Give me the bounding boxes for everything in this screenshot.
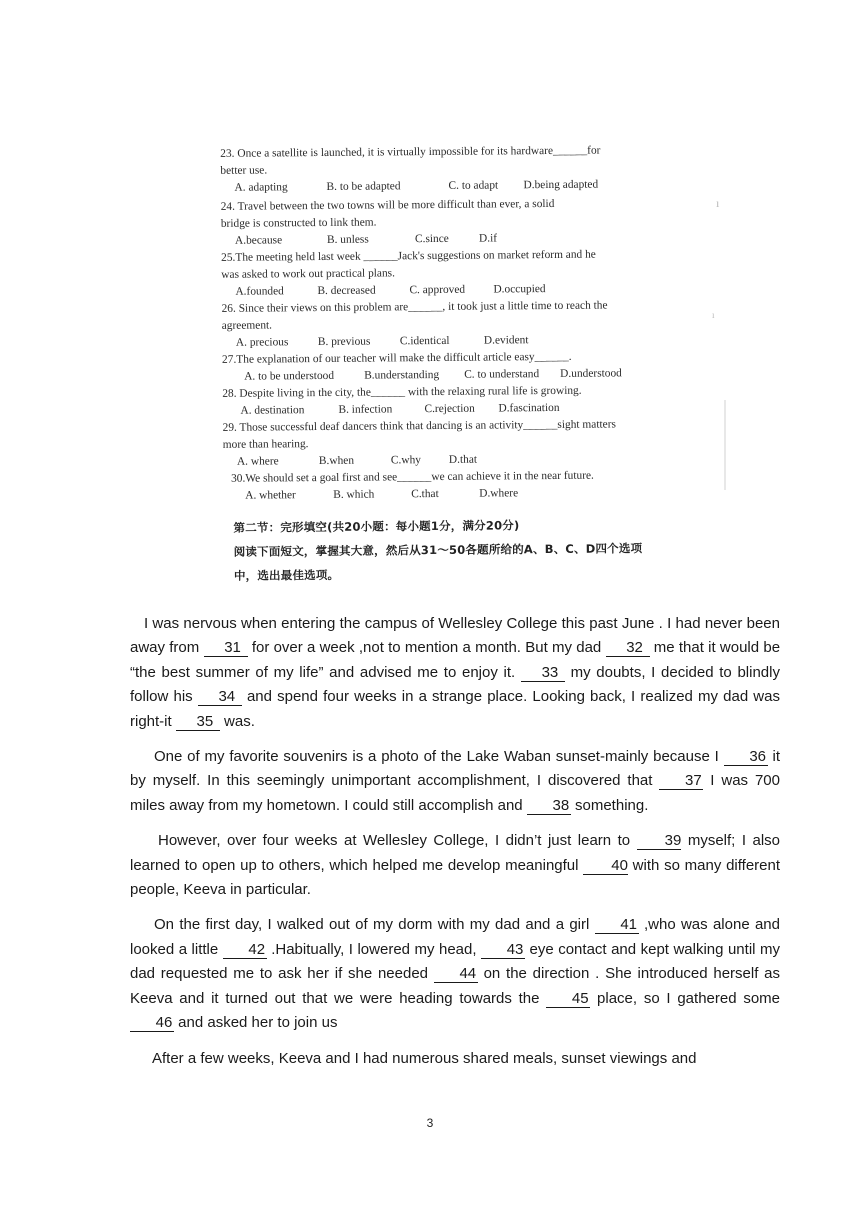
- question-30: [223, 467, 673, 505]
- option-b: B. unless: [326, 233, 369, 246]
- paragraph-3: [130, 829, 780, 902]
- blank-35[interactable]: 35: [176, 714, 220, 731]
- option-c: C.since: [414, 232, 449, 246]
- passage-text: eye contact and kept walking until my dad requested me to ask her if she needed: [130, 940, 780, 983]
- option-d: D.understood: [560, 367, 622, 380]
- page-number: 3: [426, 1116, 434, 1130]
- blank-31[interactable]: 31: [204, 640, 248, 657]
- option-b: B.when: [318, 454, 355, 468]
- options: [223, 484, 673, 505]
- option-d: D.if: [478, 232, 498, 245]
- blank-40[interactable]: 40: [583, 858, 628, 875]
- blank-36[interactable]: 36: [724, 749, 768, 766]
- blank-43[interactable]: 43: [481, 942, 525, 959]
- passage-text: .Habitually, I lowered my head,: [271, 940, 477, 958]
- option-c: C.rejection: [424, 402, 475, 416]
- scan-speck: ı: [716, 196, 720, 210]
- question-stem-cont: agreement.: [221, 319, 273, 332]
- option-a: A. whether: [245, 489, 296, 502]
- blank-39[interactable]: 39: [637, 833, 682, 850]
- question-stem: 23. Once a satellite is launched, it is virtually impossible for its hardware______for: [220, 144, 601, 160]
- question-stem-cont: bridge is constructed to link them.: [220, 216, 377, 230]
- question-stem: 26. Since their views on this problem are______, it took just a little time to reach the: [221, 299, 608, 315]
- option-d: D.fascination: [498, 401, 560, 415]
- question-stem-cont: was asked to work out practical plans.: [221, 267, 395, 281]
- option-c: C. to adapt: [448, 179, 499, 192]
- scan-edge-shadow: [724, 400, 726, 490]
- paragraph-4: [130, 913, 780, 1035]
- section-heading: 第二节：完形填空(共20小题：每小题1分，满分20分): [233, 518, 520, 535]
- blank-45[interactable]: 45: [546, 991, 590, 1008]
- passage-text: was.: [224, 712, 255, 730]
- blank-34[interactable]: 34: [198, 689, 242, 706]
- passage-text: myself; I also learned to open up to others, which helped me develop meaningful: [130, 832, 781, 874]
- blank-33[interactable]: 33: [521, 665, 565, 682]
- question-25: [221, 246, 671, 301]
- scanned-questions: [205, 123, 734, 590]
- section-instruction-cont: 中，选出最佳选项。: [233, 567, 340, 583]
- question-26: [222, 297, 672, 352]
- passage-text: me that it would be “the best summer of my life” and advised me to enjoy it.: [130, 639, 781, 681]
- passage-text: On the first day, I walked out of my dorm with my dad and a girl: [154, 916, 590, 934]
- question-23: [220, 142, 670, 197]
- option-a: A. to be understood: [244, 369, 335, 383]
- blank-44[interactable]: 44: [434, 966, 478, 983]
- passage-text: with so many different people, Keeva in particular.: [130, 856, 781, 899]
- question-stem-cont: better use.: [220, 164, 268, 177]
- option-a: A.because: [234, 234, 283, 247]
- paragraph-5: After a few weeks, Keeva and I had numerous shared meals, sunset viewings and: [152, 1049, 697, 1067]
- blank-37[interactable]: 37: [659, 773, 703, 790]
- option-a: A. where: [236, 455, 279, 468]
- question-stem: 30.We should set a goal first and see______we can achieve it in the near future.: [231, 469, 594, 485]
- blank-41[interactable]: 41: [595, 917, 639, 934]
- question-stem: 29. Those successful deaf dancers think that dancing is an activity______sight matters: [222, 418, 616, 434]
- passage-text: However, over four weeks at Wellesley College, I didn’t just learn to: [158, 832, 631, 850]
- option-a: A.founded: [235, 285, 284, 298]
- option-b: B. infection: [338, 403, 393, 416]
- passage-text: and spend four weeks in a strange place. Looking back, I realized my dad was right-it: [130, 688, 780, 730]
- passage-text: I was nervous when entering the campus of Wellesley College this past June . I had never been away from: [130, 615, 780, 657]
- paragraph-2: [130, 745, 780, 818]
- option-d: D.evident: [483, 334, 529, 347]
- options: [220, 176, 670, 197]
- passage-text: something.: [575, 796, 649, 814]
- blank-46[interactable]: 46: [130, 1015, 174, 1032]
- passage-text: ,who was alone and looked a little: [130, 916, 780, 958]
- question-28: [222, 382, 672, 420]
- option-d: D.where: [479, 487, 519, 500]
- option-c: C.that: [411, 487, 439, 501]
- question-24: [221, 195, 671, 250]
- passage-text: for over a week ,not to mention a month. But my dad: [251, 639, 602, 657]
- option-d: D.occupied: [493, 283, 546, 296]
- blank-32[interactable]: 32: [606, 640, 650, 657]
- passage-text: One of my favorite souvenirs is a photo of the Lake Waban sunset-mainly because I: [154, 748, 719, 766]
- cloze-passage: [130, 612, 780, 1082]
- question-stem-cont: more than hearing.: [222, 438, 309, 451]
- option-d: D.that: [448, 453, 478, 466]
- option-c: C. approved: [409, 283, 466, 297]
- section-instruction: 阅读下面短文，掌握其大意，然后从31～50各题所给的A、B、C、D四个选项: [233, 541, 643, 559]
- question-27: [222, 348, 672, 386]
- paragraph-1: [130, 612, 780, 734]
- passage-text: my doubts, I decided to blindly follow his: [130, 663, 780, 706]
- option-a: A. adapting: [234, 181, 288, 194]
- option-c: C.identical: [399, 334, 450, 348]
- passage-text: on the direction . She introduced herself as Keeva and it turned out that we were heading towards the: [130, 965, 780, 1007]
- passage-text: place, so I gathered some: [597, 989, 780, 1007]
- option-d: D.being adapted: [523, 178, 599, 192]
- option-b: B. previous: [317, 335, 371, 349]
- option-b: B. to be adapted: [326, 180, 401, 193]
- option-c: C. to understand: [464, 368, 540, 381]
- option-a: A. destination: [240, 404, 305, 417]
- option-c: C.why: [390, 454, 422, 467]
- option-b: B.understanding: [364, 368, 440, 382]
- option-a: A. precious: [235, 336, 289, 349]
- question-stem: 27.The explanation of our teacher will make the difficult article easy______.: [221, 350, 572, 366]
- blank-42[interactable]: 42: [223, 942, 267, 959]
- scan-speck: ı: [712, 310, 715, 320]
- option-b: B. which: [333, 488, 375, 501]
- question-stem: 28. Despite living in the city, the______ with the relaxing rural life is growing.: [222, 384, 582, 400]
- question-stem: 25.The meeting held last week ______Jack's suggestions on market reform and he: [221, 248, 596, 264]
- blank-38[interactable]: 38: [527, 798, 571, 815]
- passage-text: it by myself. In this seemingly unimportant accomplishment, I discovered that: [130, 748, 781, 790]
- question-29: [223, 416, 673, 471]
- option-b: B. decreased: [317, 284, 376, 298]
- question-stem: 24. Travel between the two towns will be more difficult than ever, a solid: [220, 197, 555, 213]
- passage-text: I was 700 miles away from my hometown. I could still accomplish and: [130, 772, 780, 814]
- passage-text: and asked her to join us: [178, 1014, 338, 1032]
